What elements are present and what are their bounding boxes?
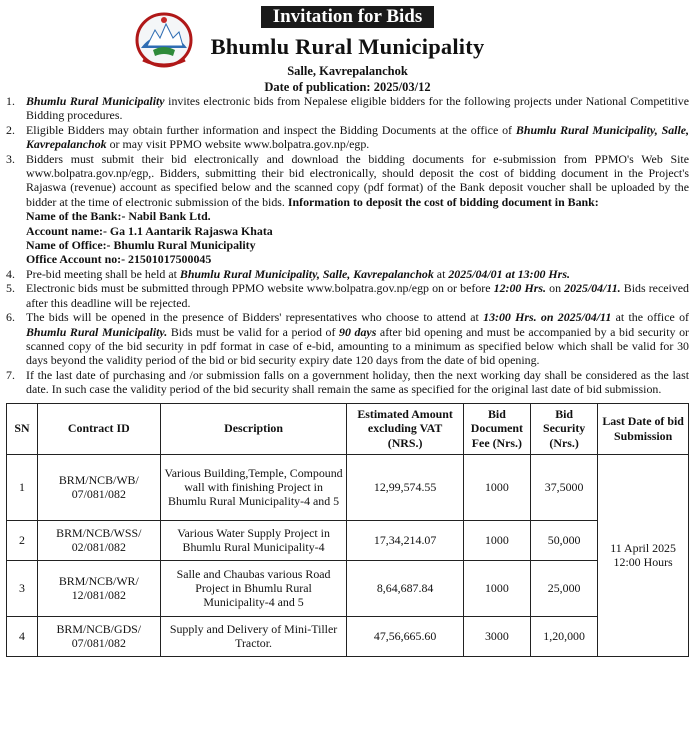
clause-number: 6. [6,310,15,325]
clause-text: If the last date of purchasing and /or submission falls on a government holiday, then the next working day shall be considered as the last date. In such case the validity period of the bid security shall remain the same as specified for the original last date of bid submission. [26,367,689,397]
clause-text: invites electronic bids from Nepalese eligible bidders for the following projects under National Competitive Bidding procedures. [26,94,689,123]
cell-sn: 1 [7,454,38,520]
clause-text: at [433,266,449,281]
clause-text: or may visit PPMO website www.bolpatra.gov.np/egp. [106,137,370,152]
municipality-location: Salle, Kavrepalanchok [287,64,408,78]
clause-text: Bids must be valid for a period of [167,324,340,339]
clause-number: 7. [6,367,15,382]
cell-contract-id: BRM/NCB/GDS/ 07/081/082 [37,616,160,656]
clause-7 [6,368,689,397]
clause-text: Bids received after this deadline will be rejected. [26,281,689,310]
cell-doc-fee: 1000 [463,560,530,616]
clause-text: 13:00 Hrs. on 2025/04/11 [483,310,612,325]
cell-sn: 4 [7,616,38,656]
col-header-doc-fee: Bid Document Fee (Nrs.) [463,403,530,454]
cell-description: Various Water Supply Project in Bhumlu Rural Municipality-4 [160,520,347,560]
clause-text: Bidders must submit their bid electronically and download the bidding documents for e-submission from PPMO's Web Site www.bolpatra.gov.np/egp,. Bidders, submitting their bid electronically, should deposit the cost of bidding document in the Project's Rajaswa (revenue) account as specified below and the scanned copy (pdf format) of the Bank deposit voucher shall be uploaded by the bidder at the time of electronic submission of the bids. [26,151,689,209]
clause-5 [6,281,689,310]
cell-description: Supply and Delivery of Mini-Tiller Tractor. [160,616,347,656]
cell-doc-fee: 1000 [463,520,530,560]
cell-security: 37,5000 [531,454,598,520]
col-header-sn: SN [7,403,38,454]
notice-clauses [6,94,689,397]
cell-last-date: 11 April 2025 12:00 Hours [598,454,689,656]
clause-1 [6,94,689,123]
bank-detail-line: Account name:- Ga 1.1 Aantarik Rajaswa Khata [26,223,273,238]
cell-security: 25,000 [531,560,598,616]
nepal-emblem-icon [133,10,195,70]
clause-text: Bhumlu Rural Municipality, Salle, Kavrepalanchok [179,266,434,281]
clause-text: Electronic bids must be submitted through PPMO website www.bolpatra.gov.np/egp on or before [26,281,494,296]
cell-security: 50,000 [531,520,598,560]
table-row [7,454,689,520]
clause-text: Bhumlu Rural Municipality, Salle, Kavrepalanchok [26,122,690,152]
col-header-amount: Estimated Amount excluding VAT (NRS.) [347,403,463,454]
table-row [7,520,689,560]
municipality-name: Bhumlu Rural Municipality [210,34,485,59]
cell-amount: 12,99,574.55 [347,454,463,520]
clause-text: at the office of [611,310,689,325]
table-header-row [7,403,689,454]
bids-table [6,403,689,657]
publication-date: Date of publication: 2025/03/12 [264,80,431,94]
clause-text: Bhumlu Rural Municipality. [26,324,168,339]
clause-text: Pre-bid meeting shall be held at [26,266,180,281]
clause-text: Eligible Bidders may obtain further information and inspect the Bidding Documents at the office of [26,122,516,137]
col-header-contract-id: Contract ID [37,403,160,454]
cell-contract-id: BRM/NCB/WSS/ 02/081/082 [37,520,160,560]
clause-2 [6,123,689,152]
table-row [7,560,689,616]
clause-number: 2. [6,122,15,137]
cell-security: 1,20,000 [531,616,598,656]
col-header-last-date: Last Date of bid Submission [598,403,689,454]
clause-text: The bids will be opened in the presence of Bidders' representatives who choose to attend at [26,310,484,325]
bank-detail-line: Name of the Bank:- Nabil Bank Ltd. [26,209,211,224]
clause-text: Information to deposit the cost of bidding document in Bank: [287,194,599,209]
cell-amount: 47,56,665.60 [347,616,463,656]
bank-detail-line: Name of Office:- Bhumlu Rural Municipality [26,238,256,253]
notice-title: Invitation for Bids [261,6,435,28]
clause-4 [6,267,689,281]
clause-text: 2025/04/11. [564,281,621,296]
cell-contract-id: BRM/NCB/WR/ 12/081/082 [37,560,160,616]
clause-text: 90 days [339,324,377,339]
col-header-description: Description [160,403,347,454]
cell-sn: 3 [7,560,38,616]
cell-description: Various Building,Temple, Compound wall with finishing Project in Bhumlu Rural Municipality-4 and 5 [160,454,347,520]
cell-doc-fee: 3000 [463,616,530,656]
cell-doc-fee: 1000 [463,454,530,520]
cell-contract-id: BRM/NCB/WB/ 07/081/082 [37,454,160,520]
bank-detail-line: Office Account no:- 21501017500045 [26,252,212,267]
clause-number: 3. [6,151,15,166]
clause-3 [6,152,689,267]
cell-sn: 2 [7,520,38,560]
cell-description: Salle and Chaubas various Road Project in Bhumlu Rural Municipality-4 and 5 [160,560,347,616]
table-row [7,616,689,656]
clause-text: 2025/04/01 at 13:00 Hrs. [448,266,570,281]
clause-text: 12:00 Hrs. [493,281,546,296]
notice-header [6,4,689,94]
clause-text: on [546,281,565,296]
col-header-security: Bid Security (Nrs.) [531,403,598,454]
clause-text: Bhumlu Rural Municipality [26,94,165,108]
clause-text: after bid opening and must be accompanied by a bid security or scanned copy of the bid security in pdf format in case of e-bid, amounting to a minimum as specified below which shall be valid for 30 days beyond the validity period of the bid or bid security expiry date 120 days from the date of bid opening. [26,324,689,368]
cell-amount: 17,34,214.07 [347,520,463,560]
clause-number: 4. [6,266,15,281]
clause-number: 1. [6,94,15,108]
clause-number: 5. [6,281,15,296]
clause-6 [6,310,689,368]
cell-amount: 8,64,687.84 [347,560,463,616]
